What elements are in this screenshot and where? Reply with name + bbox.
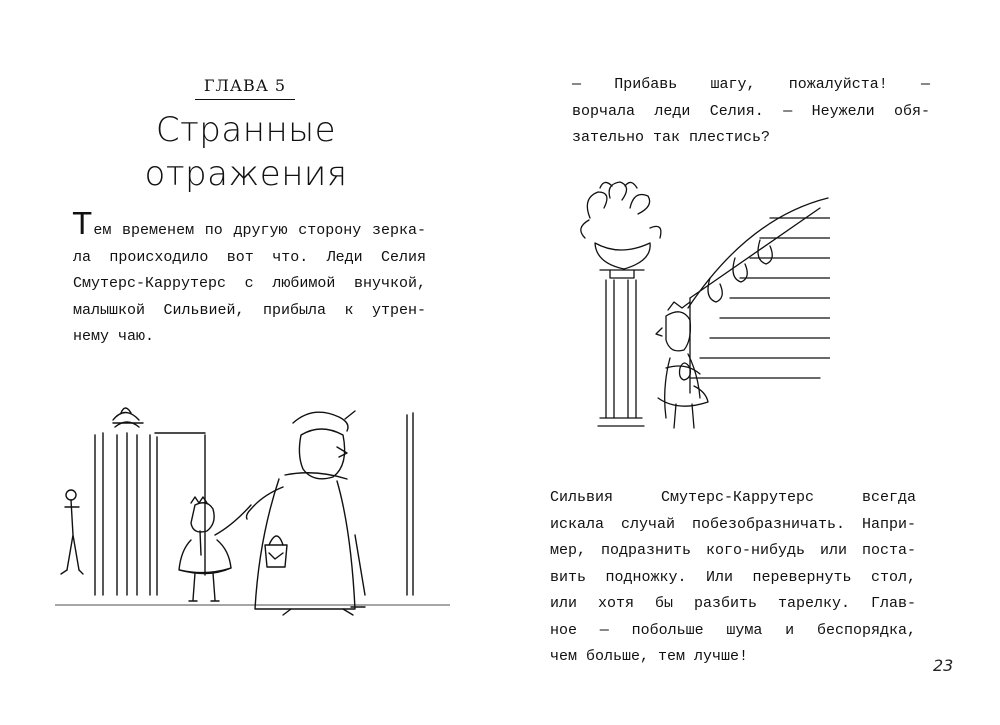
paragraph-line-text: ем временем по другую сторону зерка-: [93, 222, 426, 239]
paragraph-line: малышкой Сильвией, прибыла к утрен-: [73, 301, 426, 319]
paragraph-line: мер, подразнить кого-нибудь или поста-: [550, 542, 916, 559]
paragraph-line: искала случай побезобразничать. Напри-: [550, 515, 916, 533]
paragraph-line: [73, 207, 426, 245]
paragraph-line: зательно так плестись?: [572, 129, 771, 146]
drop-cap: Т: [73, 207, 92, 242]
paragraph-line: вить подножку. Или перевернуть стол,: [550, 568, 916, 586]
dialogue-paragraph: [572, 72, 930, 152]
man-figure: [61, 490, 83, 574]
girl-figure: [179, 497, 251, 601]
paragraph-line: ное — побольше шума и беспорядка,: [550, 621, 916, 639]
chapter-title-line-1: Странные: [155, 110, 337, 150]
paragraph-line: или хотя бы разбить тарелку. Глав-: [550, 595, 916, 612]
staircase-illustration: [570, 178, 830, 440]
paragraph-line: Смутерс-Каррутерс с любимой внучкой,: [73, 275, 426, 292]
closing-paragraph: [550, 485, 916, 671]
chapter-title-line-2: отражения: [144, 154, 348, 194]
paragraph-line: ла происходило вот что. Леди Селия: [73, 248, 426, 266]
page-number: 23: [933, 656, 954, 675]
chapter-title: [100, 108, 392, 196]
paragraph-line: ворчала леди Селия. — Неужели обя-: [572, 102, 930, 120]
opening-paragraph: [73, 207, 426, 351]
paragraph-line: Сильвия Смутерс-Каррутерс всегда: [550, 489, 916, 506]
lady-and-girl-illustration: [55, 395, 450, 620]
paragraph-line: чем больше, тем лучше!: [550, 648, 749, 665]
lady-figure: [247, 411, 366, 615]
staircase-sketch: [688, 198, 830, 393]
chapter-label: ГЛАВА 5: [195, 76, 295, 100]
lady-girl-sketch: [656, 302, 708, 428]
paragraph-line: нему чаю.: [73, 328, 155, 345]
flower-urn-sketch: [581, 182, 661, 426]
paragraph-line: — Прибавь шагу, пожалуйста! —: [572, 76, 930, 93]
